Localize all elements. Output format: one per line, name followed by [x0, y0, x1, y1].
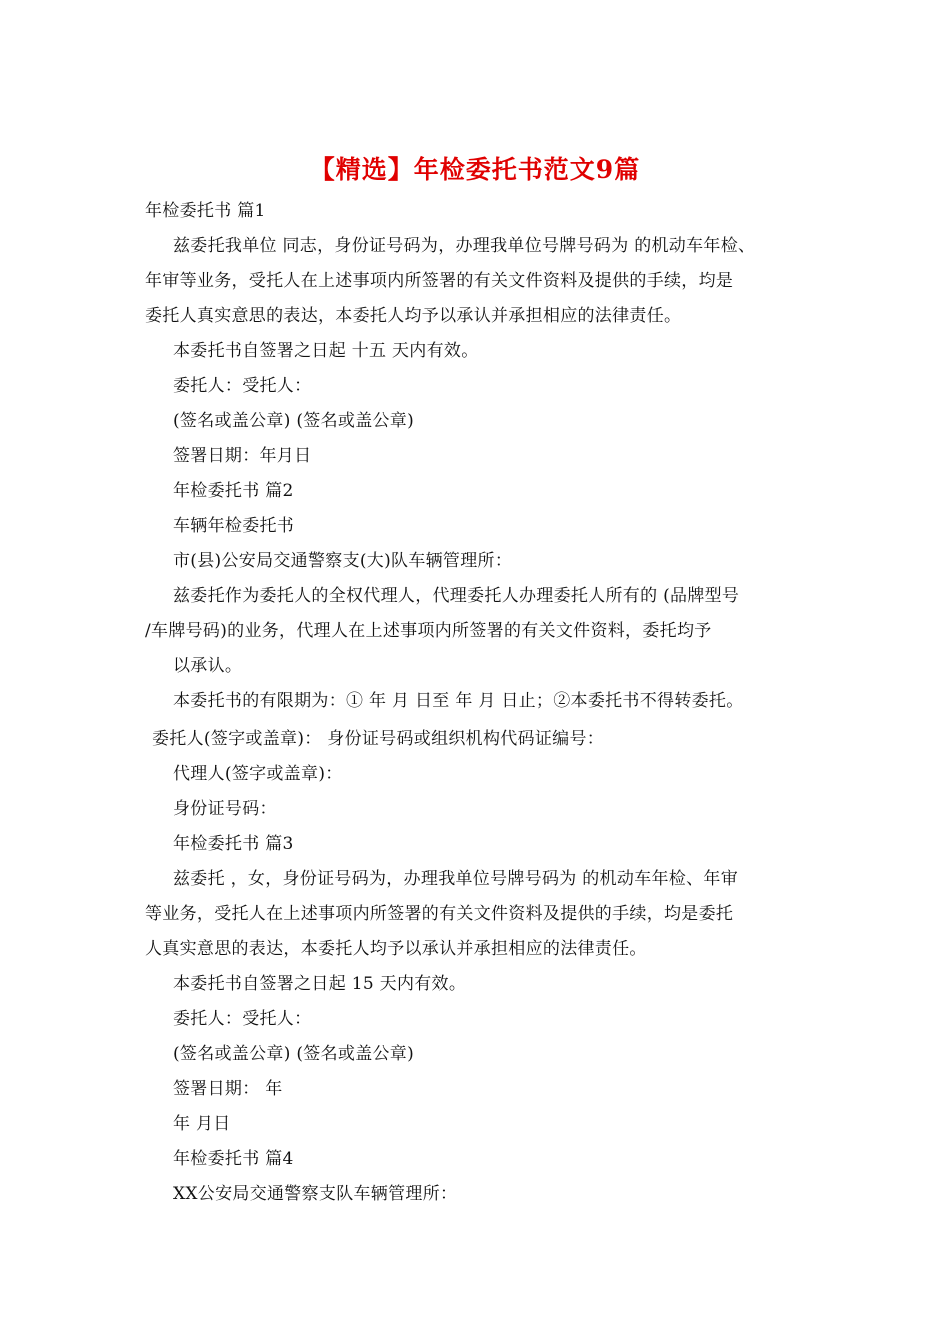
paragraph-line: 车辆年检委托书	[173, 516, 295, 536]
paragraph-line: 以承认。	[173, 656, 243, 676]
paragraph-line: 身份证号码：	[173, 799, 277, 819]
paragraph-line: 兹委托作为委托人的全权代理人，代理委托人办理委托人所有的 (品牌型号	[173, 586, 740, 606]
paragraph-line: 人真实意思的表达，本委托人均予以承认并承担相应的法律责任。	[145, 939, 647, 959]
paragraph-line: 兹委托 ，女，身份证号码为，办理我单位号牌号码为 的机动车年检、年审	[173, 869, 739, 889]
section-heading-3: 年检委托书 篇3	[173, 834, 294, 854]
paragraph-line: 本委托书自签署之日起 十五 天内有效。	[173, 341, 479, 361]
paragraph-line: 签署日期：年月日	[173, 446, 312, 466]
paragraph-line: 年 月日	[173, 1114, 231, 1134]
paragraph-line: 本委托书的有限期为：① 年 月 日至 年 月 日止；②本委托书不得转委托。	[173, 691, 744, 711]
paragraph-line: 代理人(签字或盖章)：	[173, 764, 343, 784]
paragraph-line: (签名或盖公章) (签名或盖公章)	[173, 411, 415, 431]
paragraph-line: 兹委托我单位 同志，身份证号码为，办理我单位号牌号码为 的机动车年检、	[173, 236, 756, 256]
paragraph-line: 委托人：受托人：	[173, 1009, 312, 1029]
paragraph-line: XX公安局交通警察支队车辆管理所：	[173, 1184, 458, 1204]
paragraph-line: 委托人：受托人：	[173, 376, 312, 396]
paragraph-line: 本委托书自签署之日起 15 天内有效。	[173, 974, 467, 994]
paragraph-line: (签名或盖公章) (签名或盖公章)	[173, 1044, 415, 1064]
section-heading-1: 年检委托书 篇1	[145, 201, 266, 221]
document-title: 【精选】年检委托书范文9篇	[309, 155, 641, 184]
paragraph-line: 等业务，受托人在上述事项内所签署的有关文件资料及提供的手续，均是委托	[145, 904, 734, 924]
paragraph-line: /车牌号码)的业务，代理人在上述事项内所签署的有关文件资料，委托均予	[145, 621, 712, 641]
paragraph-line: 市(县)公安局交通警察支(大)队车辆管理所：	[173, 551, 513, 571]
paragraph-line: 年审等业务，受托人在上述事项内所签署的有关文件资料及提供的手续，均是	[145, 271, 734, 291]
paragraph-line: 委托人(签字或盖章)： 身份证号码或组织机构代码证编号：	[152, 729, 605, 749]
section-heading-2: 年检委托书 篇2	[173, 481, 294, 501]
paragraph-line: 签署日期： 年	[173, 1079, 283, 1099]
section-heading-4: 年检委托书 篇4	[173, 1149, 294, 1169]
paragraph-line: 委托人真实意思的表达，本委托人均予以承认并承担相应的法律责任。	[145, 306, 682, 326]
